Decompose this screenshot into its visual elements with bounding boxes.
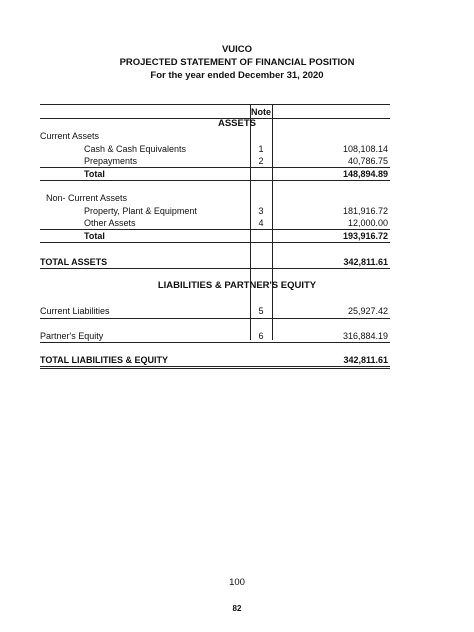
total-assets-amount: 342,811.61 — [343, 257, 388, 267]
noncurrent-assets-label: Non- Current Assets — [46, 193, 128, 203]
total-assets-label: TOTAL ASSETS — [40, 257, 108, 267]
current-total-bottom-rule — [40, 180, 390, 181]
noncurrent-assets-total: 193,916.72 — [342, 231, 388, 241]
total-liabilities-label: TOTAL LIABILITIES & EQUITY — [40, 355, 169, 365]
partners-equity-rule — [40, 342, 390, 343]
current-liabilities-rule — [40, 318, 390, 319]
current-assets-total: 148,894.89 — [342, 169, 388, 179]
asset-row-amount: 181,916.72 — [342, 206, 388, 216]
total-liabilities-rule-1 — [40, 366, 390, 367]
partners-equity-note: 6 — [258, 331, 264, 341]
total-liabilities-amount: 342,811.61 — [343, 355, 388, 365]
asset-row-name: Property, Plant & Equipment — [84, 206, 197, 216]
noncurrent-total-rule — [40, 229, 390, 230]
asset-row-name: Prepayments — [84, 156, 138, 166]
current-liabilities-label: Current Liabilities — [40, 306, 110, 316]
page-number: 100 — [229, 577, 245, 588]
company-name: VUICO — [221, 44, 253, 55]
partners-equity-label: Partner's Equity — [40, 331, 104, 341]
liabilities-title: LIABILITIES & PARTNER'S EQUITY — [157, 280, 317, 291]
document-page-number: 82 — [232, 604, 242, 613]
asset-row-name: Other Assets — [84, 218, 136, 228]
partners-equity-amount: 316,884.19 — [342, 331, 388, 341]
asset-row-amount: 40,786.75 — [347, 156, 388, 166]
statement-period: For the year ended December 31, 2020 — [150, 70, 324, 81]
asset-row-amount: 12,000.00 — [347, 218, 388, 228]
assets-title: ASSETS — [217, 118, 256, 129]
current-total-rule — [40, 167, 390, 168]
current-assets-total-label: Total — [84, 169, 105, 179]
asset-row-amount: 108,108.14 — [342, 144, 388, 154]
asset-row-note: 3 — [258, 206, 264, 216]
total-assets-rule — [40, 268, 390, 269]
current-liabilities-note: 5 — [258, 306, 264, 316]
asset-row-name: Cash & Cash Equivalents — [84, 144, 187, 154]
statement-title: PROJECTED STATEMENT OF FINANCIAL POSITION — [119, 57, 355, 68]
current-assets-label: Current Assets — [40, 131, 100, 141]
table-top-rule — [40, 104, 390, 105]
asset-row-note: 4 — [258, 218, 264, 228]
current-liabilities-amount: 25,927.42 — [347, 306, 388, 316]
asset-row-note: 1 — [258, 144, 264, 154]
note-column-header: Note — [251, 107, 271, 117]
noncurrent-assets-total-label: Total — [84, 231, 105, 241]
asset-row-note: 2 — [258, 156, 264, 166]
noncurrent-total-bottom-rule — [40, 242, 390, 243]
total-liabilities-rule-2 — [40, 368, 390, 369]
